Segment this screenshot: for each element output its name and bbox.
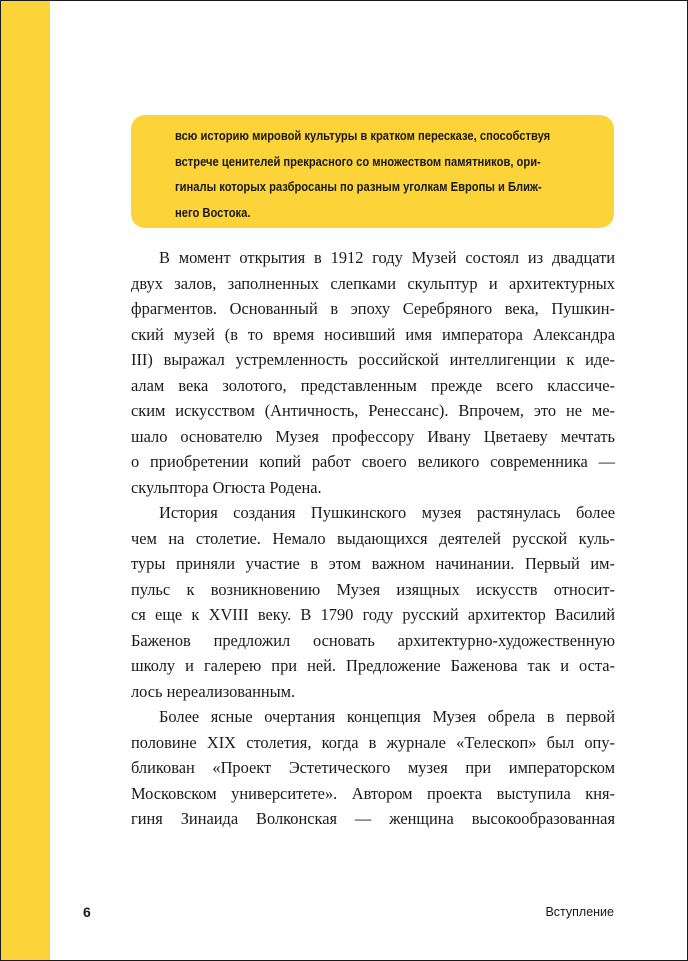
paragraph-line: о приобретении копий работ своего великого современника —: [131, 452, 615, 471]
paragraph-line: шало основателю Музея профессору Ивану Цветаеву мечтать: [131, 426, 615, 446]
running-footer-title: Вступление: [545, 905, 614, 919]
paragraph-line: Баженов предложил основать архитектурно-художественную: [131, 630, 615, 650]
paragraph-line: чем на столетие. Немало выдающихся деятелей русской куль-: [131, 528, 615, 548]
paragraph-line: ский музей (в то время носивший имя императора Александра: [131, 324, 615, 344]
paragraph-line: III) выражал устремленность российской интеллигенции к иде-: [131, 350, 615, 369]
paragraph-line: ся еще к XVIII веку. В 1790 году русский архитектор Василий: [131, 605, 615, 624]
paragraph-line: Московском университете». Автором проекта выступила кня-: [131, 783, 615, 803]
paragraph-line: школу и галерею при ней. Предложение Баженова так и оста-: [131, 656, 615, 675]
callout-line: него Востока.: [175, 204, 251, 220]
paragraph-line: пульс к возникновению Музея изящных искусств относит-: [131, 579, 615, 599]
paragraph-line: двух залов, заполненных слепками скульптур и архитектурных: [131, 273, 615, 293]
paragraph-line: В момент открытия в 1912 году Музей состоял из двадцати: [159, 248, 615, 267]
body-text: [131, 245, 615, 832]
decorative-side-strip: [1, 1, 50, 960]
paragraph-line: бликован «Проект Эстетического музея при императорском: [131, 758, 615, 777]
page-number: 6: [83, 904, 91, 920]
paragraph-line: ским искусством (Античность, Ренессанс). Впрочем, это не ме-: [131, 401, 615, 420]
callout-line: встрече ценителей прекрасного со множеством памятников, ори-: [175, 153, 541, 169]
paragraph-line: фрагментов. Основанный в эпоху Серебряного века, Пушкин-: [131, 299, 615, 318]
paragraph-line: лось нереализованным.: [131, 681, 296, 701]
callout-text: [175, 123, 551, 225]
paragraph-line: История создания Пушкинского музея растянулась более: [159, 503, 615, 522]
callout-line: всю историю мировой культуры в кратком пересказе, способствуя: [175, 128, 551, 143]
paragraph-line: Более ясные очертания концепция Музея обрела в первой: [159, 707, 615, 726]
paragraph-line: скульптора Огюста Родена.: [131, 477, 322, 497]
paragraph-line: туры приняли участие в этом важном начинании. Первый им-: [131, 554, 615, 573]
paragraph-line: гиня Зинаида Волконская — женщина высокообразованная: [131, 809, 615, 828]
paragraph-line: алам века золотого, представленным прежде всего классиче-: [131, 375, 615, 395]
callout-line: гиналы которых разбросаны по разным уголкам Европы и Ближ-: [175, 179, 542, 194]
paragraph-line: половине XIX столетия, когда в журнале «Телескоп» был опу-: [131, 732, 615, 752]
